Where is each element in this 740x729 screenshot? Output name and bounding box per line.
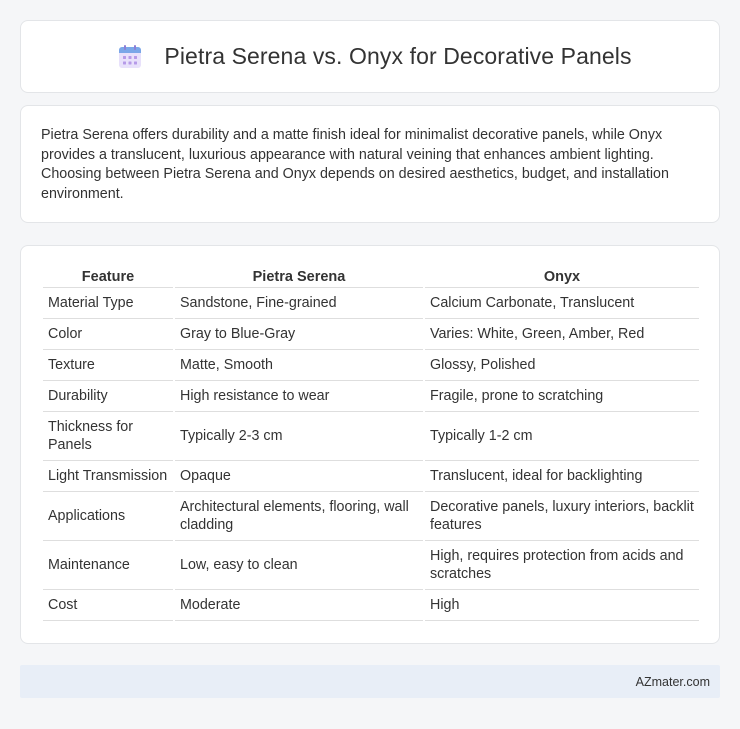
table-cell-onyx: Glossy, Polished [425, 350, 699, 381]
table-cell-pietra-serena: High resistance to wear [175, 381, 423, 412]
table-cell-pietra-serena: Architectural elements, flooring, wall cladding [175, 492, 423, 541]
table-cell-onyx: Calcium Carbonate, Translucent [425, 288, 699, 319]
column-header-feature: Feature [43, 266, 173, 288]
table-row [43, 412, 699, 461]
table-cell-onyx: Decorative panels, luxury interiors, backlit features [425, 492, 699, 541]
table-cell-pietra-serena: Low, easy to clean [175, 541, 423, 590]
table-row [43, 541, 699, 590]
column-header-pietra-serena: Pietra Serena [175, 266, 423, 288]
table-row [43, 590, 699, 621]
table-cell-onyx: High [425, 590, 699, 621]
intro-paragraph: Pietra Serena offers durability and a matte finish ideal for minimalist decorative panels, while Onyx provides a translucent, luxurious appearance with natural veining that enhances ambient lighting. Choosing between Pietra Serena and Onyx depends on desired aesthetics, budget, and installation environment. [41, 127, 669, 202]
table-header-row [43, 266, 699, 288]
intro-card [20, 105, 720, 223]
table-cell-feature: Cost [43, 590, 173, 621]
header-card [20, 20, 720, 93]
table-row [43, 288, 699, 319]
table-cell-onyx: Translucent, ideal for backlighting [425, 461, 699, 492]
table-cell-feature: Color [43, 319, 173, 350]
comparison-table [41, 266, 701, 621]
footer-bar [20, 665, 720, 698]
table-cell-pietra-serena: Gray to Blue-Gray [175, 319, 423, 350]
table-row [43, 492, 699, 541]
table-row [43, 319, 699, 350]
table-cell-onyx: Typically 1-2 cm [425, 412, 699, 461]
table-cell-feature: Texture [43, 350, 173, 381]
table-cell-onyx: Fragile, prone to scratching [425, 381, 699, 412]
table-row [43, 350, 699, 381]
table-cell-pietra-serena: Opaque [175, 461, 423, 492]
table-cell-onyx: High, requires protection from acids and scratches [425, 541, 699, 590]
table-row [43, 461, 699, 492]
table-cell-feature: Maintenance [43, 541, 173, 590]
table-cell-pietra-serena: Moderate [175, 590, 423, 621]
header-inner [118, 43, 631, 70]
table-cell-pietra-serena: Typically 2-3 cm [175, 412, 423, 461]
table-cell-pietra-serena: Matte, Smooth [175, 350, 423, 381]
table-row [43, 381, 699, 412]
table-cell-onyx: Varies: White, Green, Amber, Red [425, 319, 699, 350]
table-cell-feature: Applications [43, 492, 173, 541]
table-cell-feature: Material Type [43, 288, 173, 319]
table-cell-feature: Light Transmission [43, 461, 173, 492]
page-title: Pietra Serena vs. Onyx for Decorative Panels [164, 43, 632, 69]
comparison-card [20, 245, 720, 644]
calendar-icon [118, 45, 142, 69]
table-cell-pietra-serena: Sandstone, Fine-grained [175, 288, 423, 319]
column-header-onyx: Onyx [425, 266, 699, 288]
footer-site-link[interactable]: AZmater.com [635, 674, 710, 689]
table-cell-feature: Durability [43, 381, 173, 412]
table-cell-feature: Thickness for Panels [43, 412, 173, 461]
